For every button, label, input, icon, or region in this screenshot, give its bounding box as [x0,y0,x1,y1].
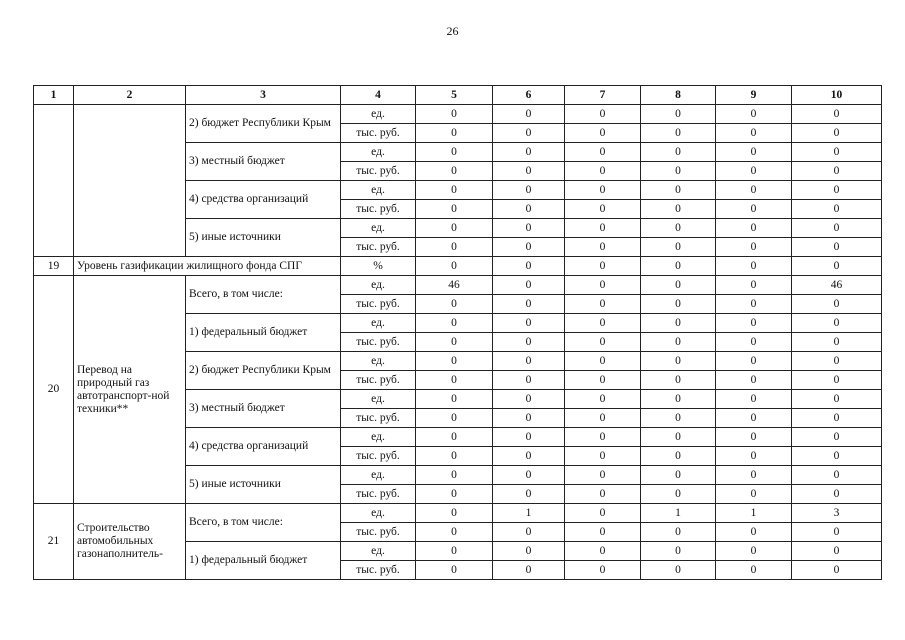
value-cell: 0 [416,238,493,257]
value-cell: 0 [641,485,716,504]
value-cell: 0 [792,219,882,238]
value-cell: 0 [565,428,641,447]
indicator-title-cell: Перевод на природный газ автотранспорт-ной техники** [74,276,186,504]
value-cell: 0 [565,181,641,200]
value-cell: 0 [641,466,716,485]
value-cell: 0 [416,447,493,466]
funding-source-cell: 4) средства организаций [186,181,341,219]
value-cell: 0 [716,105,792,124]
value-cell: 0 [493,390,565,409]
value-cell: 0 [493,257,565,276]
funding-source-cell: 3) местный бюджет [186,143,341,181]
funding-source-cell: 2) бюджет Республики Крым [186,352,341,390]
value-cell: 0 [641,219,716,238]
unit-cell: ед. [341,504,416,523]
unit-cell: тыс. руб. [341,333,416,352]
value-cell: 0 [416,181,493,200]
value-cell: 1 [641,504,716,523]
value-cell: 0 [792,105,882,124]
value-cell: 0 [416,485,493,504]
value-cell: 0 [493,409,565,428]
value-cell: 0 [716,485,792,504]
value-cell: 0 [792,124,882,143]
unit-cell: тыс. руб. [341,371,416,390]
value-cell: 0 [641,105,716,124]
header-cell: 3 [186,86,341,105]
value-cell: 0 [641,447,716,466]
value-cell: 0 [792,257,882,276]
value-cell: 0 [493,466,565,485]
funding-source-cell: 1) федеральный бюджет [186,314,341,352]
value-cell: 0 [493,105,565,124]
value-cell: 0 [416,371,493,390]
header-cell: 8 [641,86,716,105]
value-cell: 0 [792,523,882,542]
funding-source-cell: 4) средства организаций [186,428,341,466]
value-cell: 0 [493,295,565,314]
unit-cell: ед. [341,466,416,485]
value-cell: 0 [641,542,716,561]
value-cell: 0 [792,409,882,428]
value-cell: 0 [716,124,792,143]
unit-cell: ед. [341,314,416,333]
unit-cell: % [341,257,416,276]
value-cell: 0 [716,561,792,580]
value-cell: 0 [792,333,882,352]
value-cell: 0 [493,124,565,143]
row-number-cell: 19 [34,257,74,276]
indicator-title-cell: Строительство автомобильных газонаполнитель- [74,504,186,580]
value-cell: 0 [565,409,641,428]
value-cell: 0 [716,181,792,200]
value-cell: 0 [565,390,641,409]
table-row [34,504,882,523]
value-cell: 0 [565,504,641,523]
value-cell: 0 [416,352,493,371]
page-number: 26 [446,24,459,38]
value-cell: 0 [641,124,716,143]
value-cell: 0 [493,181,565,200]
value-cell: 0 [792,447,882,466]
value-cell: 0 [792,352,882,371]
value-cell: 0 [716,314,792,333]
header-cell: 7 [565,86,641,105]
value-cell: 0 [641,276,716,295]
value-cell: 0 [641,181,716,200]
unit-cell: тыс. руб. [341,200,416,219]
value-cell: 0 [792,485,882,504]
value-cell: 0 [565,523,641,542]
value-cell: 0 [641,295,716,314]
value-cell: 0 [716,257,792,276]
value-cell: 0 [716,390,792,409]
value-cell: 0 [641,162,716,181]
value-cell: 0 [493,333,565,352]
value-cell: 0 [716,409,792,428]
value-cell: 0 [641,200,716,219]
value-cell: 0 [493,428,565,447]
value-cell: 0 [641,428,716,447]
value-cell: 0 [416,124,493,143]
unit-cell: тыс. руб. [341,162,416,181]
value-cell: 46 [792,276,882,295]
value-cell: 0 [716,371,792,390]
row-number-cell: 21 [34,504,74,580]
funding-source-cell: 5) иные источники [186,466,341,504]
value-cell: 0 [565,371,641,390]
value-cell: 0 [565,219,641,238]
value-cell: 0 [641,352,716,371]
value-cell: 1 [716,504,792,523]
value-cell: 0 [716,523,792,542]
value-cell: 0 [565,352,641,371]
value-cell: 0 [416,390,493,409]
funding-source-cell: Всего, в том числе: [186,276,341,314]
value-cell: 0 [493,314,565,333]
value-cell: 0 [716,200,792,219]
unit-cell: тыс. руб. [341,561,416,580]
value-cell: 0 [493,485,565,504]
value-cell: 0 [641,409,716,428]
value-cell: 0 [416,504,493,523]
value-cell: 0 [641,238,716,257]
row-number-cell: 20 [34,276,74,504]
value-cell: 0 [716,428,792,447]
value-cell: 0 [716,143,792,162]
table-row [34,276,882,295]
value-cell: 0 [792,162,882,181]
value-cell: 0 [792,238,882,257]
value-cell: 0 [641,390,716,409]
indicator-title-cell: Уровень газификации жилищного фонда СПГ [74,257,341,276]
value-cell: 0 [493,276,565,295]
value-cell: 0 [416,200,493,219]
value-cell: 0 [792,295,882,314]
value-cell: 0 [565,561,641,580]
value-cell: 0 [416,523,493,542]
data-table [33,85,882,580]
value-cell: 1 [493,504,565,523]
table-row [34,257,882,276]
value-cell: 0 [416,219,493,238]
header-cell: 1 [34,86,74,105]
value-cell: 0 [792,371,882,390]
funding-source-cell: 2) бюджет Республики Крым [186,105,341,143]
value-cell: 0 [792,181,882,200]
value-cell: 0 [416,561,493,580]
value-cell: 0 [641,314,716,333]
table-header-row [34,86,882,105]
unit-cell: ед. [341,542,416,561]
value-cell: 0 [416,257,493,276]
funding-source-cell: Всего, в том числе: [186,504,341,542]
value-cell: 0 [716,295,792,314]
value-cell: 0 [641,333,716,352]
value-cell: 0 [493,523,565,542]
value-cell: 0 [565,333,641,352]
value-cell: 0 [641,561,716,580]
unit-cell: тыс. руб. [341,447,416,466]
value-cell: 0 [493,371,565,390]
value-cell: 0 [493,447,565,466]
value-cell: 0 [716,238,792,257]
unit-cell: тыс. руб. [341,238,416,257]
value-cell: 0 [416,542,493,561]
value-cell: 0 [792,143,882,162]
value-cell: 0 [416,428,493,447]
funding-source-cell: 5) иные источники [186,219,341,257]
value-cell: 0 [792,542,882,561]
value-cell: 0 [792,428,882,447]
unit-cell: ед. [341,390,416,409]
header-cell: 2 [74,86,186,105]
value-cell: 0 [641,143,716,162]
header-cell: 6 [493,86,565,105]
unit-cell: ед. [341,219,416,238]
unit-cell: тыс. руб. [341,409,416,428]
funding-source-cell: 3) местный бюджет [186,390,341,428]
value-cell: 0 [493,542,565,561]
value-cell: 0 [416,295,493,314]
value-cell: 0 [792,200,882,219]
value-cell: 0 [565,257,641,276]
value-cell: 0 [493,352,565,371]
value-cell: 0 [416,143,493,162]
unit-cell: ед. [341,143,416,162]
unit-cell: ед. [341,181,416,200]
indicator-title-cell [74,105,186,257]
value-cell: 0 [565,105,641,124]
value-cell: 0 [565,485,641,504]
header-cell: 10 [792,86,882,105]
value-cell: 0 [565,276,641,295]
value-cell: 0 [641,257,716,276]
unit-cell: тыс. руб. [341,523,416,542]
value-cell: 0 [716,162,792,181]
unit-cell: тыс. руб. [341,124,416,143]
value-cell: 0 [565,542,641,561]
value-cell: 0 [493,561,565,580]
unit-cell: тыс. руб. [341,485,416,504]
value-cell: 3 [792,504,882,523]
value-cell: 0 [792,561,882,580]
value-cell: 0 [493,200,565,219]
value-cell: 0 [493,143,565,162]
unit-cell: ед. [341,352,416,371]
value-cell: 0 [416,409,493,428]
value-cell: 0 [493,238,565,257]
value-cell: 0 [565,314,641,333]
value-cell: 0 [641,371,716,390]
header-cell: 5 [416,86,493,105]
funding-source-cell: 1) федеральный бюджет [186,542,341,580]
value-cell: 0 [565,238,641,257]
value-cell: 0 [716,333,792,352]
value-cell: 0 [565,447,641,466]
value-cell: 0 [493,219,565,238]
value-cell: 0 [716,542,792,561]
value-cell: 0 [641,523,716,542]
value-cell: 0 [565,466,641,485]
value-cell: 0 [416,105,493,124]
value-cell: 0 [716,466,792,485]
value-cell: 0 [792,390,882,409]
header-cell: 9 [716,86,792,105]
value-cell: 0 [416,314,493,333]
unit-cell: ед. [341,105,416,124]
value-cell: 0 [416,333,493,352]
value-cell: 0 [565,200,641,219]
value-cell: 0 [716,276,792,295]
value-cell: 0 [565,124,641,143]
value-cell: 0 [716,447,792,466]
unit-cell: ед. [341,276,416,295]
value-cell: 0 [716,352,792,371]
row-number-cell [34,105,74,257]
table-row [34,105,882,124]
value-cell: 0 [416,466,493,485]
value-cell: 46 [416,276,493,295]
value-cell: 0 [792,466,882,485]
unit-cell: тыс. руб. [341,295,416,314]
value-cell: 0 [565,295,641,314]
value-cell: 0 [716,219,792,238]
unit-cell: ед. [341,428,416,447]
value-cell: 0 [416,162,493,181]
value-cell: 0 [565,162,641,181]
value-cell: 0 [493,162,565,181]
header-cell: 4 [341,86,416,105]
value-cell: 0 [565,143,641,162]
value-cell: 0 [792,314,882,333]
